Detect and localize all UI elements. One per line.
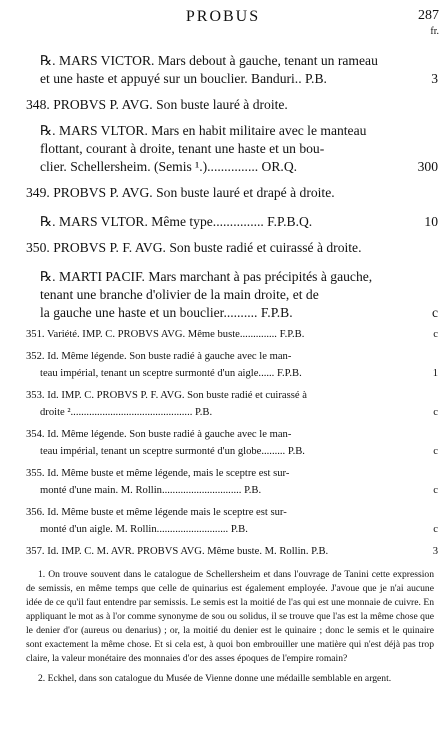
- catalogue-entry: [26, 96, 438, 114]
- entry-value: c: [433, 329, 438, 340]
- entry-line: Id. Même légende. Son buste radié à gauche avec le man-: [47, 428, 292, 440]
- value-unit: fr.: [430, 26, 439, 37]
- catalogue-entry: [26, 504, 438, 539]
- entry-line: clier. Schellersheim. (Semis ¹.)............... OR.Q.: [40, 159, 298, 174]
- coin-catalogue-entries: [26, 52, 438, 560]
- entry-value: c: [433, 407, 438, 418]
- page-title: PROBUS: [185, 8, 261, 25]
- entry-number: 355.: [26, 467, 45, 479]
- entry-line: teau impérial, tenant un sceptre surmonté d'un aigle...... F.P.B.: [40, 368, 302, 379]
- entry-line: Id. IMP. C. PROBVS P. F. AVG. Son buste radié et cuirassé à: [47, 389, 307, 401]
- catalogue-entry: [26, 465, 438, 500]
- entry-line: ℞. MARS VLTOR. Mars en habit militaire avec le manteau: [40, 123, 367, 138]
- entry-line: PROBVS P. F. AVG. Son buste radié et cuirassé à droite.: [53, 240, 362, 255]
- entry-line: ℞. MARS VICTOR. Mars debout à gauche, tenant un rameau: [40, 53, 378, 68]
- entry-value: c: [433, 524, 438, 535]
- entry-line: Id. Même buste et même légende mais le sceptre est sur-: [47, 506, 287, 518]
- entry-number: 352.: [26, 350, 45, 362]
- entry-line: Id. Même buste et même légende, mais le sceptre est sur-: [47, 467, 290, 479]
- entry-line: Variété. IMP. C. PROBVS AVG. Même buste.............. F.P.B.: [47, 329, 305, 340]
- entry-number: 353.: [26, 389, 45, 401]
- catalogue-entry: [26, 387, 438, 422]
- entry-number: 357.: [26, 545, 45, 557]
- entry-line: PROBVS P. AVG. Son buste lauré à droite.: [53, 97, 288, 112]
- catalogue-entry: [26, 122, 438, 176]
- entry-line: et une haste et appuyé sur un bouclier. Banduri.. P.B.: [40, 71, 327, 86]
- catalogue-entry: [26, 543, 438, 561]
- entry-line: flottant, courant à droite, tenant une haste et un bou-: [40, 141, 325, 156]
- catalogue-entry: [26, 52, 438, 88]
- entry-line: PROBVS P. AVG. Son buste lauré et drapé à droite.: [53, 185, 335, 200]
- entry-value: c: [431, 305, 438, 320]
- entry-value: 1: [432, 368, 438, 379]
- entry-value: c: [433, 446, 438, 457]
- catalogue-entry: [26, 326, 438, 344]
- entry-value: 3: [431, 71, 438, 86]
- entry-number: 356.: [26, 506, 45, 518]
- footnote: 1. On trouve souvent dans le catalogue de Schellersheim et dans l'ouvrage de Tanini cette expression de semissis, en même temps que celle de quinarius est également employée. J'avoue que je n'ai aucune idée de ce qu'il faut entendre par semissis. Le semis est la moitié de l'as qui est une monnaie de cuivre. En appliquant le mot as à l'or comme synonyme de sou ou solidus, il se trouve que l'as est la même chose que le denier d'or (aureus ou denarius) ; or, la moitié du denier est le quinaire ; donc le semis et le quinaire sont exactement la même chose. Et si cela est, à quoi bon embrouiller une matière qui n'est déjà pas trop claire, la valeur monétaire des monnaies d'or des asses époques de l'empire romain?: [26, 569, 434, 664]
- entry-number: 348.: [26, 97, 50, 112]
- entry-value: 10: [424, 214, 438, 229]
- catalogue-entry: [26, 348, 438, 383]
- entry-number: 350.: [26, 240, 50, 255]
- catalogue-entry: [26, 213, 438, 231]
- footnote: 2. Eckhel, dans son catalogue du Musée de Vienne donne une médaille semblable en argent.: [38, 673, 392, 684]
- entry-number: 349.: [26, 185, 50, 200]
- entry-line: monté d'une main. M. Rollin.............................. P.B.: [40, 485, 262, 496]
- entry-line: ℞. MARTI PACIF. Mars marchant à pas précipités à gauche,: [40, 269, 373, 284]
- catalogue-entry: [26, 426, 438, 461]
- page-number: 287: [418, 8, 439, 23]
- entry-number: 354.: [26, 428, 45, 440]
- catalogue-entry: [26, 239, 438, 257]
- entry-line: la gauche une haste et un bouclier.......... F.P.B.: [40, 305, 293, 320]
- entry-line: Id. Même légende. Son buste radié à gauche avec le man-: [47, 350, 292, 362]
- entry-value: 3: [432, 545, 438, 557]
- entry-line: tenant une branche d'olivier de la main droite, et de: [40, 287, 319, 302]
- entry-line: teau impérial, tenant un sceptre surmonté d'un globe......... P.B.: [40, 446, 305, 457]
- entry-line: monté d'un aigle. M. Rollin........................... P.B.: [40, 524, 248, 535]
- entry-value: 300: [417, 159, 438, 174]
- entry-value: c: [433, 485, 438, 496]
- catalogue-entry: [26, 268, 438, 322]
- entry-number: 351.: [26, 329, 45, 340]
- footnotes: [26, 568, 434, 692]
- entry-line: ℞. MARS VLTOR. Même type............... F.P.B.Q.: [40, 214, 313, 229]
- page-header: [0, 8, 446, 48]
- entry-line: droite ².............................................. P.B.: [40, 407, 213, 418]
- entry-line: Id. IMP. C. M. AVR. PROBVS AVG. Même buste. M. Rollin. P.B.: [47, 545, 329, 557]
- catalogue-entry: [26, 184, 438, 202]
